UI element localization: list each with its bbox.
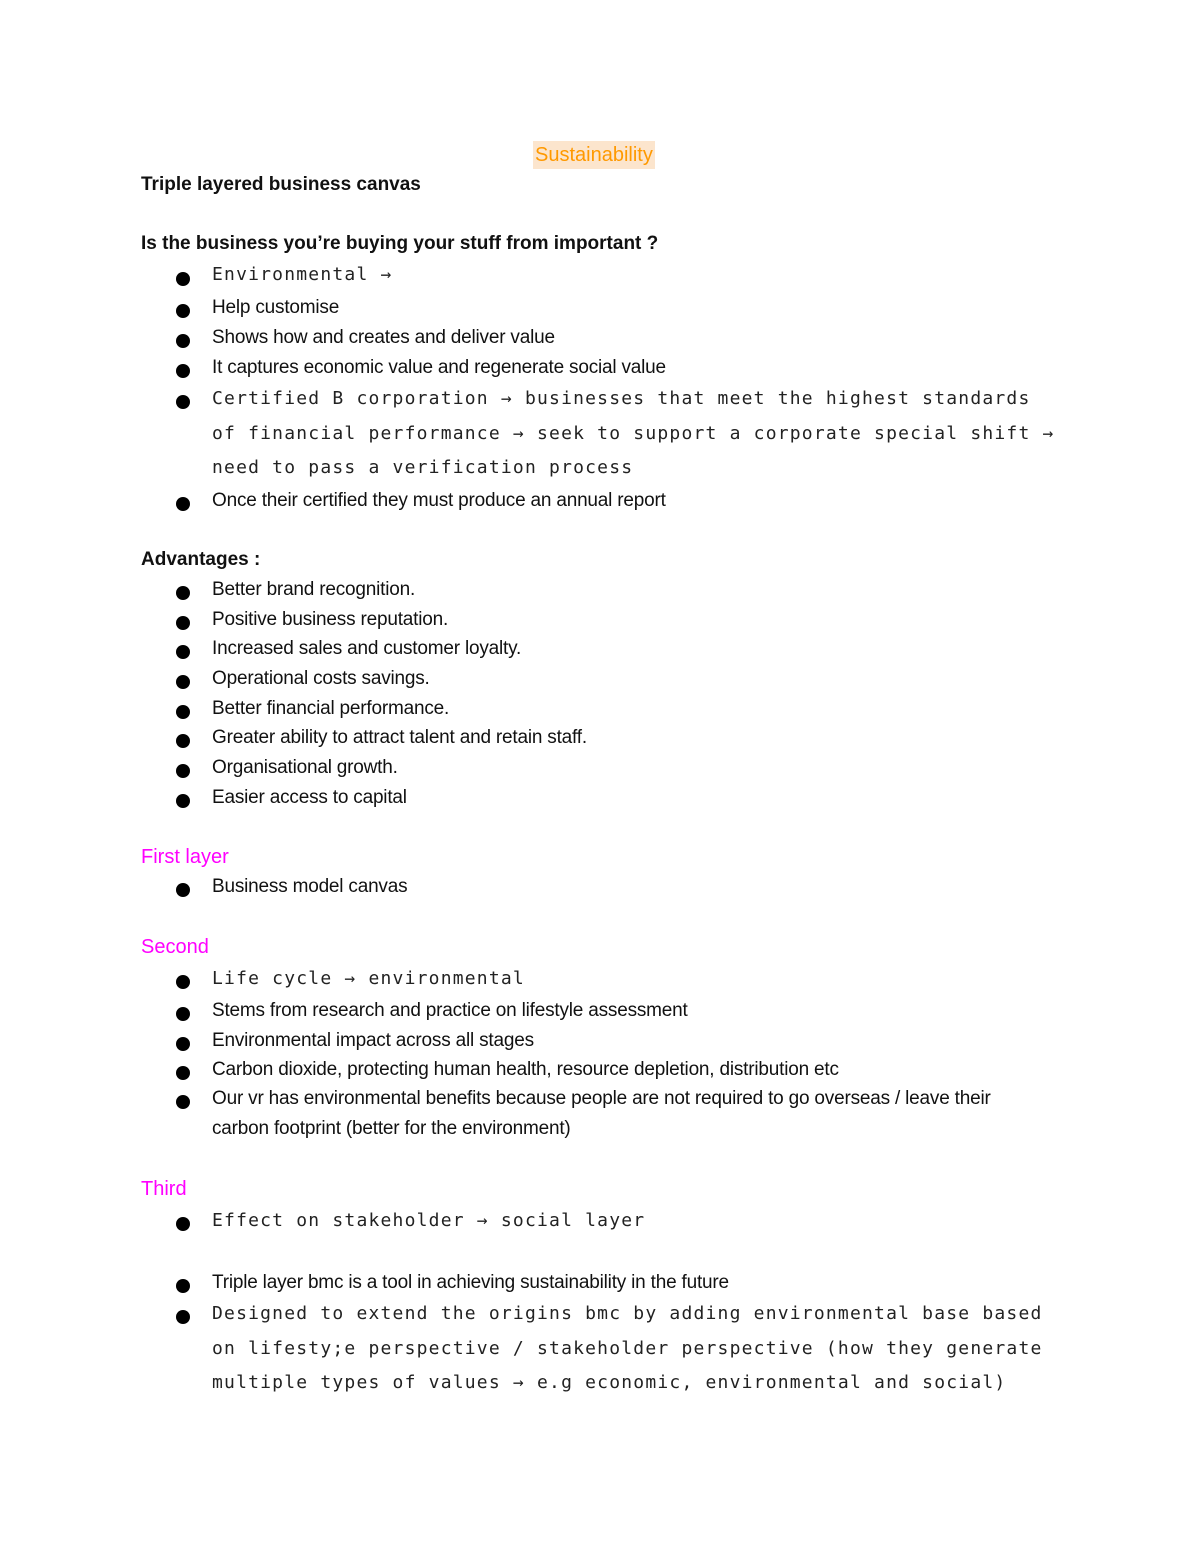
- bullet-icon: [176, 616, 190, 630]
- document-page: Sustainability Triple layered business canvas Is the business you’re buying your stuff from important ? Environmental → Help customise Shows how and creates and deliver value It captures economic value and regenerate social value Certified B corporation → businesses that meet the highest standards of financial performance → seek to support a corporate special shift → need to pass a verification process Once their certified they must produce an annual report Advantages : Better brand recognition. Positive business reputation. Increased sales and customer loyalty. Operational costs savings. Better financial performance. Greater ability to attract talent and retain staff. Organisational growth. Easier access to capital First layer Business model canvas Second Life cycle → environmental Stems from research and practice on lifestyle assessment Environmental impact across all stages Carbon dioxide, protecting human health, resource depletion, distribution etc Our vr has environmental benefits because people are not required to go overseas / leave their carbon footprint (better for the environment) Third Effect on stakeholder → social layer Triple layer bmc is a tool in achieving sustainability in the future Designed to extend the origins bmc by adding environmental base based on lifesty;e perspective / stakeholder perspective (how they generate multiple types of values → e.g economic, environmental and social): [0, 0, 1200, 1553]
- heading-triple-layered: Triple layered business canvas: [141, 174, 421, 195]
- heading-business-question: Is the business you’re buying your stuff from important ?: [141, 233, 659, 254]
- bullet-icon: [176, 1037, 190, 1051]
- heading-third: Third: [141, 1178, 187, 1200]
- heading-second: Second: [141, 936, 209, 958]
- bullet-icon: [176, 675, 190, 689]
- bullet-icon: [176, 705, 190, 719]
- bullet-icon: [176, 1095, 190, 1109]
- bullet-icon: [176, 764, 190, 778]
- bullet-icon: [176, 975, 190, 989]
- bullet-icon: [176, 1310, 190, 1324]
- bullet-icon: [176, 645, 190, 659]
- bullet-icon: [176, 1279, 190, 1293]
- bullet-icon: [176, 497, 190, 511]
- bullet-icon: [176, 1217, 190, 1231]
- bullet-icon: [176, 364, 190, 378]
- bullet-icon: [176, 272, 190, 286]
- heading-advantages: Advantages :: [141, 549, 261, 570]
- bullet-icon: [176, 334, 190, 348]
- document-title: Sustainability: [533, 141, 655, 169]
- bullet-icon: [176, 304, 190, 318]
- heading-first-layer: First layer: [141, 846, 229, 868]
- bullet-icon: [176, 395, 190, 409]
- bullet-icon: [176, 883, 190, 897]
- bullet-icon: [176, 586, 190, 600]
- bullet-icon: [176, 1007, 190, 1021]
- bullet-icon: [176, 794, 190, 808]
- bullet-icon: [176, 1066, 190, 1080]
- bullet-icon: [176, 734, 190, 748]
